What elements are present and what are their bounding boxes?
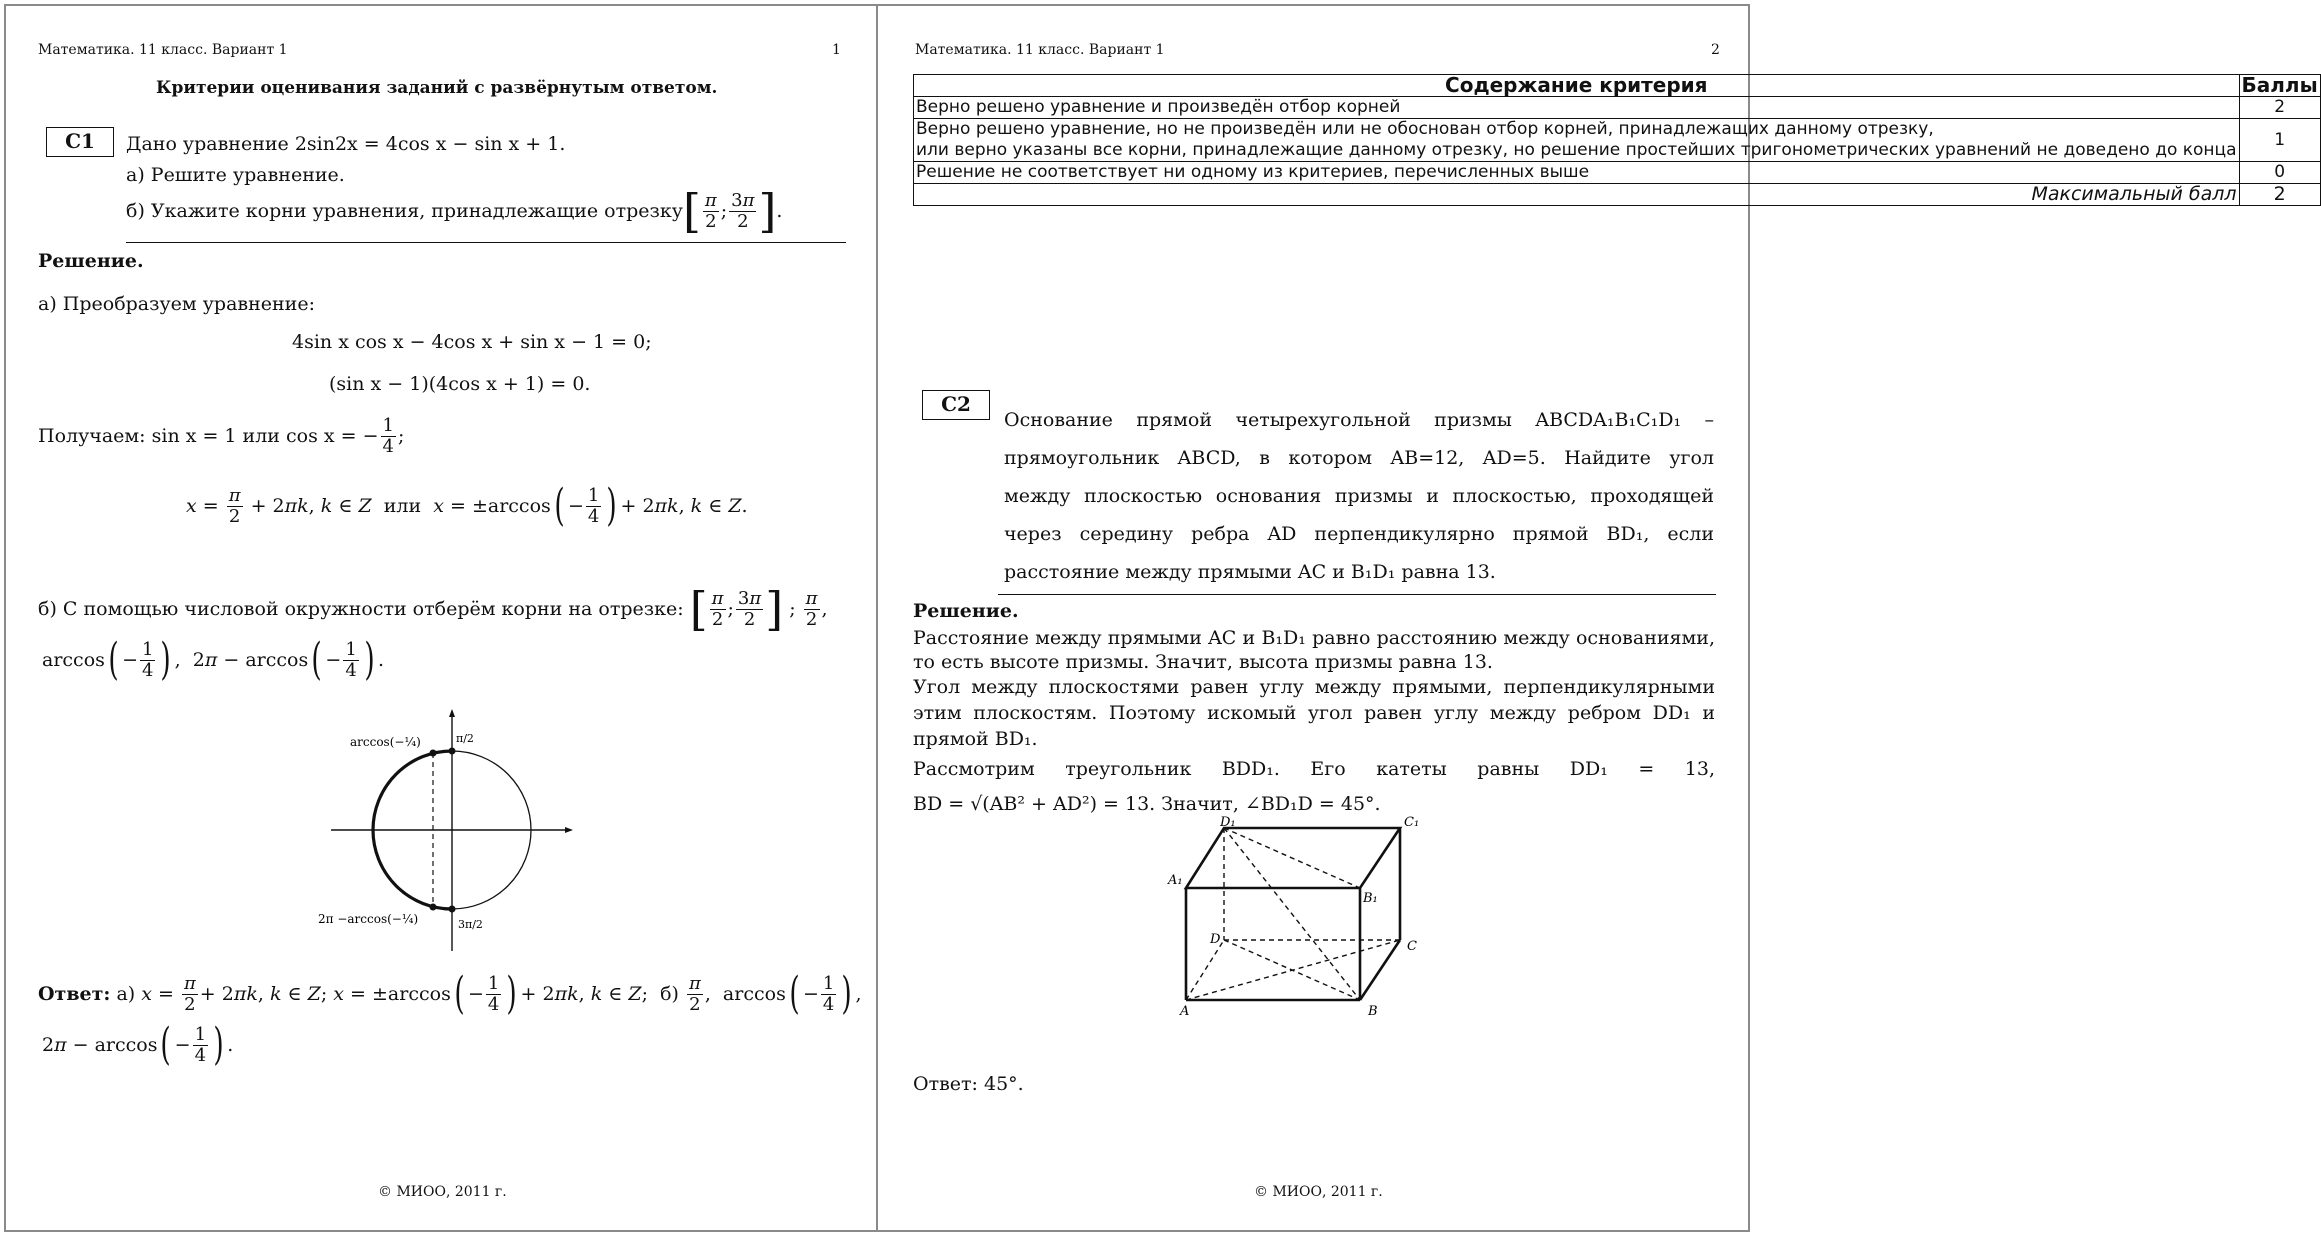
edge-BC xyxy=(1360,940,1400,1000)
answer-line-2: 2 π − arccos ( − $\frac{1}{4}$ ) . xyxy=(42,1019,234,1070)
label-arccos: arccos(−¼) xyxy=(350,735,421,749)
max-points-cell: 2 xyxy=(2239,184,2320,206)
page-2 xyxy=(876,4,2318,1232)
got-line: Получаем: sin x = 1 или cos x = − $\frac{1}{4}$ ; xyxy=(38,415,405,457)
answer-label: Ответ: xyxy=(38,983,111,1005)
label-three-pi-half: 3π/2 xyxy=(458,918,483,931)
diagonal-D1B1 xyxy=(1224,828,1360,888)
task-equation: 2sin2x = 4cos x − sin x + 1. xyxy=(294,133,566,155)
label-pi-half: π/2 xyxy=(456,732,474,745)
point-pi-half xyxy=(449,748,456,755)
page-footer: © МИОО, 2011 г. xyxy=(1254,1184,1383,1200)
solution-p1: Расстояние между прямыми AC и B₁D₁ равно расстоянию между основаниями, то есть высоте призмы. Значит, высота призмы равна 13. xyxy=(913,627,1715,673)
solution-heading: Решение. xyxy=(913,600,1019,622)
solution-p2: Угол между плоскостями равен углу между прямыми, перпендикулярными этим плоскостям. Поэтому искомый угол равен углу между ребром DD₁ и прямой BD₁. xyxy=(913,676,1715,750)
page-header-title: Математика. 11 класс. Вариант 1 xyxy=(915,42,1165,58)
criterion-cell: Решение не соответствует ни одному из критериев, перечисленных выше xyxy=(914,162,2240,184)
point-arccos xyxy=(430,750,437,757)
solution-p3a: Рассмотрим треугольник BDD₁. Его катеты равны DD₁ = 13, xyxy=(913,758,1715,780)
page-footer: © МИОО, 2011 г. xyxy=(378,1184,507,1200)
y-axis-arrow-icon xyxy=(449,709,455,717)
task-line: прямоугольник ABCD, в котором AB=12, AD=5. Найдите угол xyxy=(1004,447,1714,469)
task-line: расстояние между прямыми AC и B₁D₁ равна 13. xyxy=(1004,561,1496,583)
solution-heading: Решение. xyxy=(38,250,144,272)
points-cell: 2 xyxy=(2239,97,2320,119)
col-points-header: Баллы xyxy=(2239,75,2320,97)
vertex-C1: C₁ xyxy=(1404,815,1420,830)
col-criterion-header: Содержание критерия xyxy=(914,75,2240,97)
page-header-title: Математика. 11 класс. Вариант 1 xyxy=(38,42,288,58)
number-circle-figure xyxy=(306,706,586,956)
equation-1: 4sin x cos x − 4cos x + sin x − 1 = 0; xyxy=(292,331,652,353)
point-two-pi-minus-arccos xyxy=(430,904,437,911)
divider xyxy=(126,242,846,243)
task-label-c1: С1 xyxy=(46,127,114,157)
criterion-cell: Верно решено уравнение и произведён отбор корней xyxy=(914,97,2240,119)
task-line: Основание прямой четырехугольной призмы ABCDA₁B₁C₁D₁ – xyxy=(1004,409,1714,431)
vertex-B: B xyxy=(1368,1004,1378,1019)
task-c2-statement xyxy=(1004,401,1714,591)
answer-line-1: Ответ: а) x = $\frac{\pi}{2}$ + 2 πk , k ∈ Z ; x = ±arccos ( − $\frac{1}{4}$ ) + 2 πk , k ∈ Z ; б) $\frac{\pi}{2}$ , arccos ( − $\frac{1}{4}$ ) , xyxy=(38,968,862,1019)
table-row xyxy=(914,162,2321,184)
prism-figure xyxy=(1158,815,1478,1019)
diagonal-D1B xyxy=(1224,828,1360,1000)
equation-2: (sin x − 1)(4cos x + 1) = 0. xyxy=(329,373,591,395)
task-part-a: а) Решите уравнение. xyxy=(126,164,345,186)
table-row xyxy=(914,97,2321,119)
task-statement: Дано уравнение 2sin2x = 4cos x − sin x + 1. xyxy=(126,133,566,155)
vertex-D1: D₁ xyxy=(1220,815,1236,830)
criteria-heading: Критерии оценивания заданий с развёрнутым ответом. xyxy=(156,78,718,98)
diagonal-AC xyxy=(1186,940,1400,1000)
vertex-A1: A₁ xyxy=(1168,873,1183,888)
solution-p3b: BD = √(AB² + AD²) = 13. Значит, ∠BD₁D = 45°. xyxy=(913,793,1381,815)
roots-line: x = $\frac{\pi}{2}$ + 2 πk , k ∈ Z или x = ±arccos ( − $\frac{1}{4}$ ) + 2 πk , k ∈ Z . xyxy=(186,480,748,531)
criteria-table xyxy=(913,74,2321,206)
part-b-line: б) С помощью числовой окружности отберём корни на отрезке: [ $\frac{\pi}{2}$ ; $\frac{3\pi}{2}$ ] ; $\frac{\pi}{2}$ , xyxy=(38,582,828,636)
table-row xyxy=(914,119,2321,162)
part-b-roots: arccos ( − $\frac{1}{4}$ ) , 2 π − arccos ( − $\frac{1}{4}$ ) . xyxy=(42,634,384,685)
page-number: 1 xyxy=(832,42,841,58)
vertex-C: C xyxy=(1407,939,1417,954)
table-row xyxy=(914,184,2321,206)
divider xyxy=(998,594,1716,595)
task-line: через середину ребра AD перпендикулярно прямой BD₁, если xyxy=(1004,523,1714,545)
task-label-c2: С2 xyxy=(922,390,990,420)
x-axis-arrow-icon xyxy=(565,827,573,833)
vertex-A: A xyxy=(1180,1004,1190,1019)
points-cell: 1 xyxy=(2239,119,2320,162)
part-a-intro: а) Преобразуем уравнение: xyxy=(38,293,315,315)
label-two-pi-minus: 2π −arccos(−¼) xyxy=(318,912,419,926)
task-line: между плоскостью основания призмы и плоскостью, проходящей xyxy=(1004,485,1714,507)
vertex-B1: B₁ xyxy=(1363,891,1378,906)
criterion-cell: Верно решено уравнение, но не произведён или не обоснован отбор корней, принадлежащих данному отрезку, или верно указаны все корни, принадлежащие данному отрезку, но решение простейших тригонометрических уравнений не доведено до конца xyxy=(914,119,2240,162)
answer-line: Ответ: 45°. xyxy=(913,1073,1024,1095)
edge-AD xyxy=(1186,940,1224,1000)
max-label-cell: Максимальный балл xyxy=(914,184,2240,206)
points-cell: 0 xyxy=(2239,162,2320,184)
task-part-b: б) Укажите корни уравнения, принадлежащие отрезку [ $\frac{\pi}{2}$ ; $\frac{3\pi}{2}$ ] . xyxy=(126,184,783,238)
page-number: 2 xyxy=(1711,42,1720,58)
page-1 xyxy=(4,4,878,1232)
vertex-D: D xyxy=(1210,932,1221,947)
point-three-pi-half xyxy=(449,906,456,913)
